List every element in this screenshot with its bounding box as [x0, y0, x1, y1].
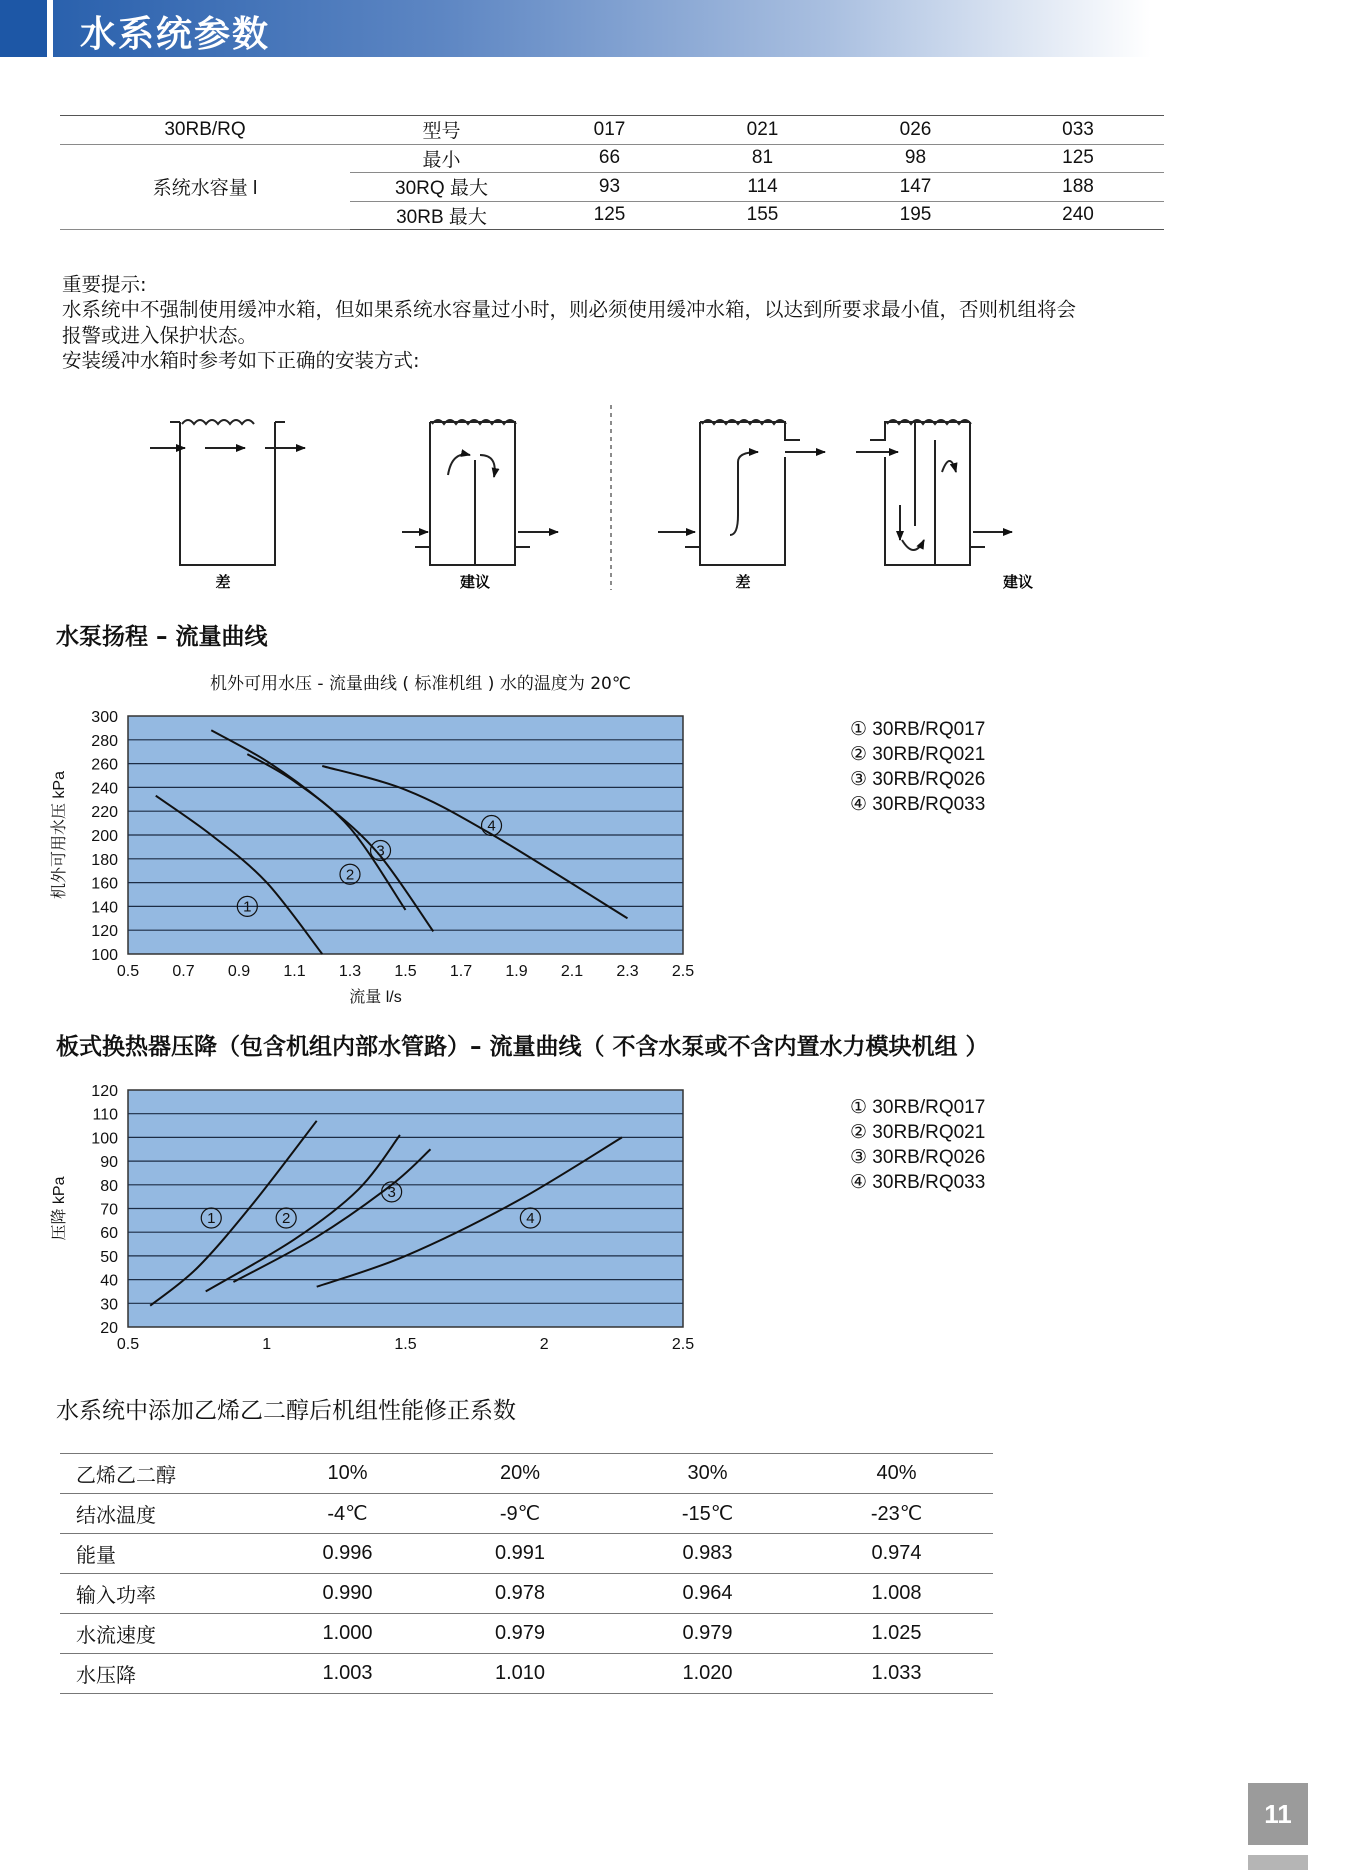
table-cell: 0.974: [800, 1534, 993, 1574]
x-tick-label: 1.5: [394, 963, 417, 980]
y-tick-label: 40: [100, 1272, 118, 1290]
x-tick-label: 2.5: [671, 963, 695, 980]
y-tick-label: 70: [100, 1201, 118, 1219]
legend-item: ② 30RB/RQ021: [850, 744, 986, 765]
y-tick-label: 160: [91, 875, 118, 893]
pump-chart-legend: [850, 717, 985, 817]
table-cell: 66: [533, 144, 686, 173]
diagram-label: 差: [735, 574, 751, 591]
y-tick-label: 20: [100, 1320, 118, 1337]
y-tick-label: 90: [100, 1154, 118, 1172]
glycol-correction-table: [60, 1453, 993, 1694]
series-marker-label: 4: [526, 1209, 535, 1227]
section-title-pump: 水泵扬程 – 流量曲线: [56, 624, 268, 650]
series-marker-label: 4: [487, 817, 496, 835]
y-tick-label: 120: [91, 923, 118, 941]
table-row-label: 能量: [60, 1534, 270, 1574]
page-number: 11: [1248, 1783, 1308, 1845]
table-cell: 20%: [425, 1454, 615, 1494]
section-title-hx: 板式换热器压降（包含机组内部水管路）– 流量曲线（ 不含水泵或不含内置水力模块机组 ）: [56, 1034, 989, 1060]
table-cell: 0.996: [270, 1534, 425, 1574]
x-tick-label: 0.7: [172, 963, 195, 980]
table-cell: 195: [839, 201, 992, 230]
diagram-label: 建议: [1002, 574, 1034, 591]
y-tick-label: 60: [100, 1225, 118, 1243]
note-line: 报警或进入保护状态。: [62, 324, 258, 347]
table-row: [60, 1454, 993, 1494]
table-cell: 1.033: [800, 1654, 993, 1694]
table-cell: 40%: [800, 1454, 993, 1494]
table-row: [60, 1614, 993, 1654]
legend-item: ④ 30RB/RQ033: [850, 794, 986, 815]
table-cell: 026: [839, 116, 992, 145]
table-cell: -9℃: [425, 1494, 615, 1534]
table-cell: 30%: [615, 1454, 800, 1494]
diagram-poor-2: [658, 420, 825, 565]
table-cell: -4℃: [270, 1494, 425, 1534]
table-cell: 188: [992, 173, 1164, 202]
x-tick-label: 1.7: [449, 963, 473, 980]
table-cell: 125: [992, 144, 1164, 173]
legend-item: ① 30RB/RQ017: [850, 1097, 986, 1118]
table-row: [60, 1654, 993, 1694]
water-capacity-table: [60, 115, 1164, 230]
table-row-label: 结冰温度: [60, 1494, 270, 1534]
table-row: [60, 1574, 993, 1614]
y-tick-label: 50: [100, 1248, 118, 1266]
table-cell: 0.983: [615, 1534, 800, 1574]
table-cell: 1.003: [270, 1654, 425, 1694]
buffer-tank-diagrams: [130, 400, 1090, 595]
y-tick-label: 30: [100, 1296, 118, 1314]
series-marker-label: 2: [345, 866, 355, 884]
table-cell: 98: [839, 144, 992, 173]
legend-item: ③ 30RB/RQ026: [850, 769, 986, 790]
x-axis-label: 流量 l/s: [349, 989, 402, 1006]
table-cell: 81: [686, 144, 839, 173]
table-row-label: 水压降: [60, 1654, 270, 1694]
x-tick-label: 2.5: [671, 1336, 695, 1353]
table-cell: 1.020: [615, 1654, 800, 1694]
legend-item: ④ 30RB/RQ033: [850, 1172, 986, 1193]
table-row-label: 乙烯乙二醇: [60, 1454, 270, 1494]
table-group-label: 系统水容量 l: [60, 144, 350, 230]
x-tick-label: 1.3: [338, 963, 362, 980]
table-cell: -23℃: [800, 1494, 993, 1534]
y-tick-label: 200: [91, 828, 118, 845]
x-tick-label: 0.5: [116, 1336, 140, 1353]
legend-item: ② 30RB/RQ021: [850, 1122, 986, 1143]
y-tick-label: 120: [91, 1083, 118, 1100]
table-header-row: [60, 116, 1164, 145]
x-tick-label: 2: [539, 1336, 549, 1353]
y-axis-label: 压降 kPa: [51, 1176, 68, 1241]
y-tick-label: 80: [100, 1177, 118, 1195]
table-cell: 型号: [350, 116, 533, 145]
x-tick-label: 1.5: [394, 1336, 417, 1353]
y-tick-label: 140: [91, 899, 118, 917]
table-cell: 1.008: [800, 1574, 993, 1614]
table-cell: 114: [686, 173, 839, 202]
x-tick-label: 1.1: [283, 963, 306, 980]
y-tick-label: 300: [91, 709, 118, 726]
y-tick-label: 100: [91, 947, 118, 964]
table-cell: 0.979: [425, 1614, 615, 1654]
y-tick-label: 220: [91, 804, 118, 822]
hx-chart-legend: [850, 1095, 985, 1195]
table-cell: 30RB 最大: [350, 201, 533, 230]
table-cell: 017: [533, 116, 686, 145]
header-banner: [0, 0, 1345, 57]
table-cell: 30RB/RQ: [60, 116, 350, 145]
x-tick-label: 2.3: [616, 963, 639, 980]
table-cell: -15℃: [615, 1494, 800, 1534]
diagram-recommended-2: [856, 420, 1012, 565]
table-cell: 30RQ 最大: [350, 173, 533, 202]
y-axis-label: 机外可用水压 kPa: [51, 770, 68, 900]
legend-item: ③ 30RB/RQ026: [850, 1147, 986, 1168]
x-tick-label: 0.9: [227, 963, 251, 980]
table-cell: 021: [686, 116, 839, 145]
table-cell: 10%: [270, 1454, 425, 1494]
table-cell: 1.000: [270, 1614, 425, 1654]
y-tick-label: 260: [91, 756, 118, 774]
table-cell: 240: [992, 201, 1164, 230]
diagram-label: 差: [215, 574, 231, 591]
table-cell: 93: [533, 173, 686, 202]
note-line: 安装缓冲水箱时参考如下正确的安装方式:: [62, 349, 420, 372]
chart-caption: 机外可用水压 - 流量曲线 ( 标准机组 ) 水的温度为 20℃: [210, 674, 631, 694]
table-row-label: 水流速度: [60, 1614, 270, 1654]
table-row: [60, 1534, 993, 1574]
table-row: [60, 1494, 993, 1534]
table-cell: 最小: [350, 144, 533, 173]
series-marker-label: 1: [207, 1209, 216, 1227]
table-cell: 125: [533, 201, 686, 230]
table-cell: 0.990: [270, 1574, 425, 1614]
series-marker-label: 3: [387, 1183, 396, 1201]
diagram-recommended-1: [402, 420, 558, 565]
table-cell: 0.979: [615, 1614, 800, 1654]
legend-item: ① 30RB/RQ017: [850, 719, 986, 740]
table-cell: 1.010: [425, 1654, 615, 1694]
series-marker-label: 1: [243, 898, 252, 916]
y-tick-label: 110: [92, 1106, 118, 1124]
y-tick-label: 100: [91, 1130, 118, 1148]
series-marker-label: 2: [282, 1209, 291, 1227]
hx-pressure-drop-chart: [40, 1075, 760, 1355]
table-cell: 0.978: [425, 1574, 615, 1614]
note-line: 水系统中不强制使用缓冲水箱，但如果系统水容量过小时，则必须使用缓冲水箱，以达到所要求最小值，否则机组将会: [62, 298, 1077, 321]
table-row: [60, 144, 1164, 173]
series-marker-label: 3: [376, 842, 385, 860]
diagram-poor-1: [150, 420, 305, 565]
section-title-glycol: 水系统中添加乙烯乙二醇后机组性能修正系数: [56, 1398, 516, 1424]
x-tick-label: 2.1: [560, 963, 584, 980]
table-cell: 147: [839, 173, 992, 202]
x-tick-label: 1.9: [505, 963, 528, 980]
y-tick-label: 180: [91, 851, 118, 869]
table-cell: 155: [686, 201, 839, 230]
page-title: 水系统参数: [80, 14, 271, 55]
page-footer-bar: [1248, 1855, 1308, 1870]
x-tick-label: 1: [262, 1336, 272, 1353]
table-cell: 0.964: [615, 1574, 800, 1614]
pump-curve-chart: [40, 700, 760, 1010]
y-tick-label: 280: [91, 732, 118, 750]
y-tick-label: 240: [91, 780, 118, 798]
banner-accent: [0, 0, 47, 57]
table-cell: 1.025: [800, 1614, 993, 1654]
table-row-label: 输入功率: [60, 1574, 270, 1614]
note-title: 重要提示:: [62, 273, 147, 296]
table-cell: 0.991: [425, 1534, 615, 1574]
table-cell: 033: [992, 116, 1164, 145]
x-tick-label: 0.5: [116, 963, 140, 980]
diagram-label: 建议: [459, 574, 491, 591]
